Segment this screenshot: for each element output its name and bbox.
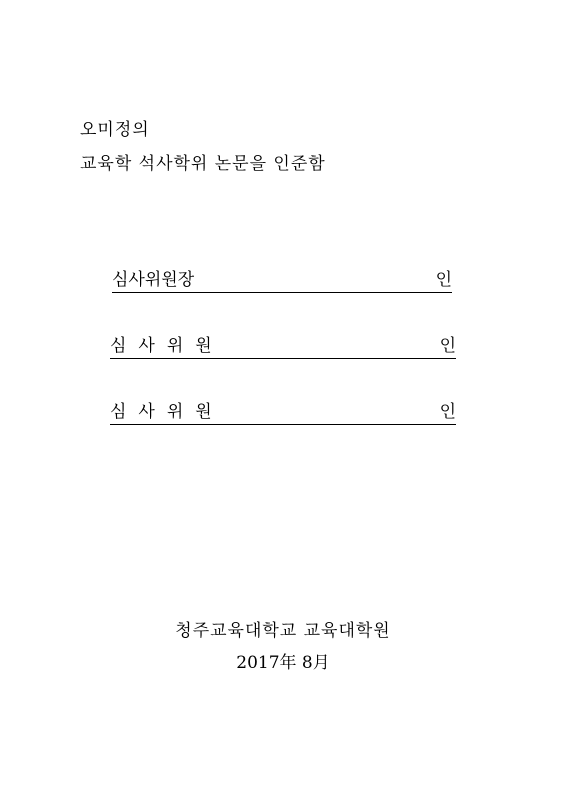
seal-mark: 인 [439, 402, 456, 422]
institution-name: 청주교육대학교 교육대학원 [175, 621, 391, 641]
approval-date: 2017年 8月 [236, 653, 330, 673]
candidate-name-line: 오미정의 [80, 120, 150, 140]
committee-member-label: 심사위원 [110, 402, 224, 422]
committee-chair-label: 심사위원장 [112, 270, 195, 290]
approval-statement: 교육학 석사학위 논문을 인준함 [80, 154, 326, 174]
committee-member-label: 심사위원 [110, 336, 224, 356]
signature-row-member [110, 400, 456, 425]
signature-row-chair [112, 268, 452, 293]
seal-mark: 인 [439, 336, 456, 356]
signature-row-member [110, 334, 456, 359]
seal-mark: 인 [435, 270, 452, 290]
